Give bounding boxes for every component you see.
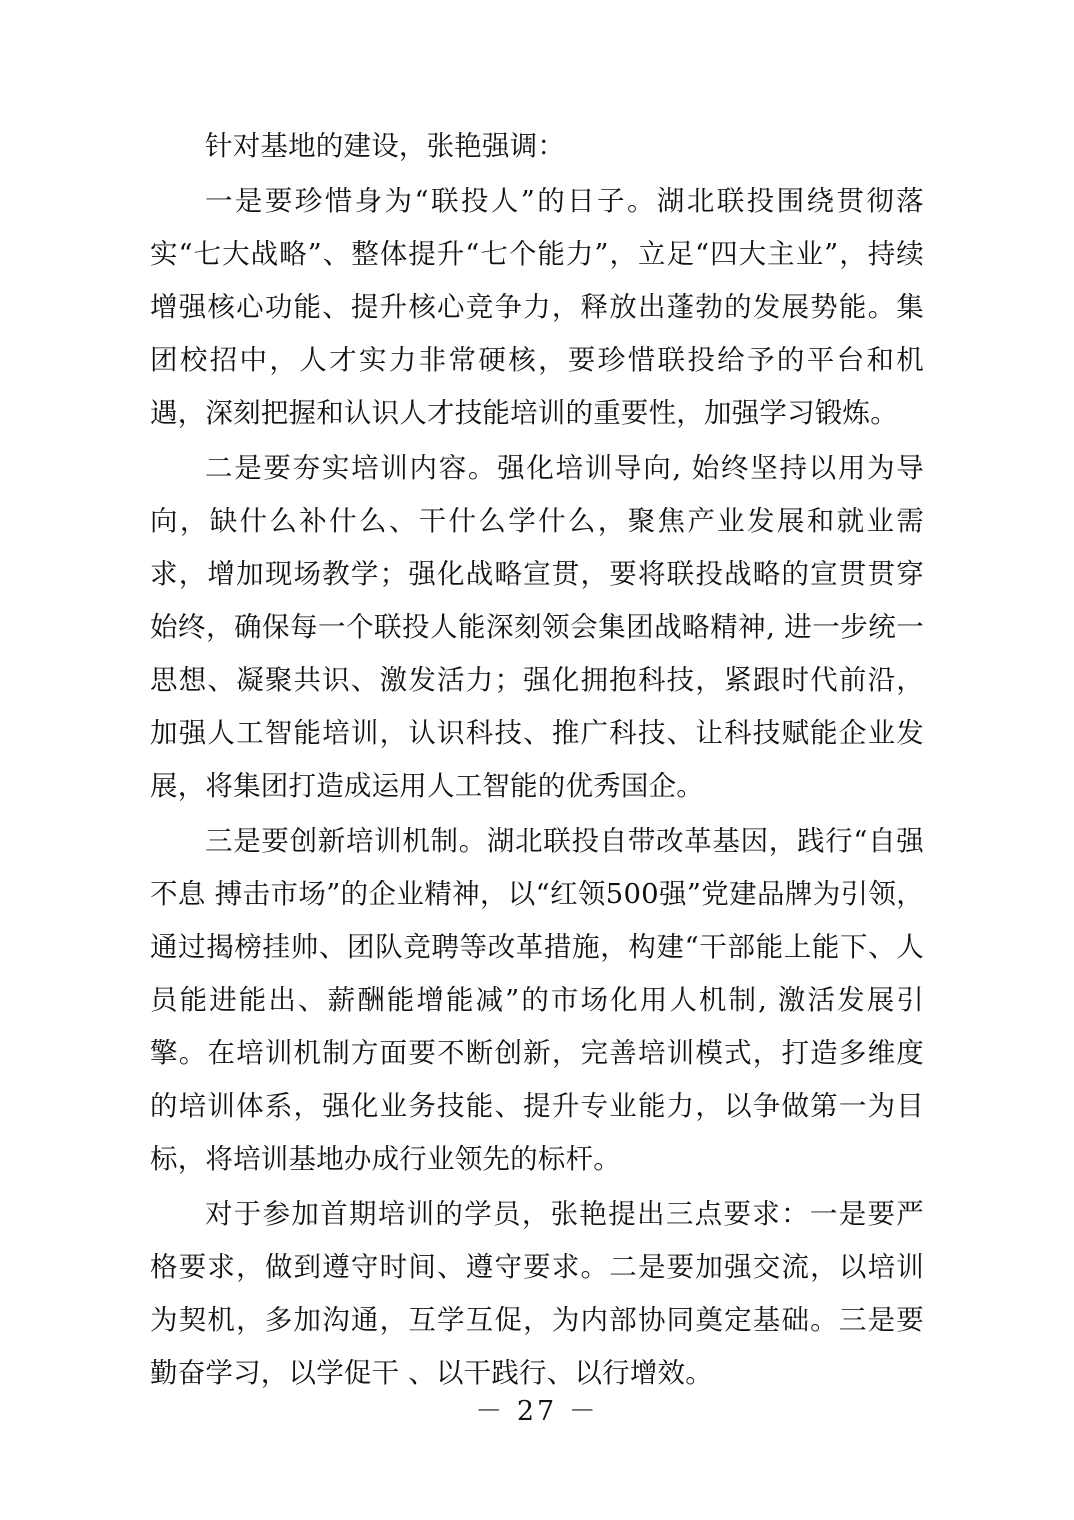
document-body (150, 120, 924, 1400)
paragraph-2: 一是要珍惜身为“联投人”的日子。湖北联投围绕贯彻落实“七大战略”、整体提升“七个能力”，立足“四大主业”，持续增强核心功能、提升核心竞争力，释放出蓬勃的发展势能。集团校招中，人才实力非常硬核，要珍惜联投给予的平台和机遇，深刻把握和认识人才技能培训的重要性，加强学习锻炼。 (150, 185, 924, 429)
paragraph-1: 针对基地的建设，张艳强调： (205, 130, 566, 162)
paragraph-5: 对于参加首期培训的学员，张艳提出三点要求：一是要严格要求，做到遵守时间、遵守要求。二是要加强交流，以培训为契机，多加沟通，互学互促，为内部协同奠定基础。三是要勤奋学习，以学促干 、以干践行、以行增效。 (150, 1198, 924, 1389)
page-number: － 27 － (475, 1396, 599, 1427)
paragraph-4: 三是要创新培训机制。湖北联投自带改革基因，践行“自强不息 搏击市场”的企业精神，以“红领500强”党建品牌为引领，通过揭榜挂帅、团队竞聘等改革措施，构建“干部能上能下、人员能进能出、薪酬能增能减”的市场化用人机制, 激活发展引擎。在培训机制方面要不断创新，完善培训模式，打造多维度的培训体系，强化业务技能、提升专业能力，以争做第一为目标，将培训基地办成行业领先的标杆。 (150, 825, 924, 1175)
paragraph-3: 二是要夯实培训内容。强化培训导向, 始终坚持以用为导向，缺什么补什么、干什么学什么，聚焦产业发展和就业需求，增加现场教学；强化战略宣贯，要将联投战略的宣贯贯穿始终，确保每一个联投人能深刻领会集团战略精神, 进一步统一思想、凝聚共识、激发活力；强化拥抱科技，紧跟时代前沿，加强人工智能培训，认识科技、推广科技、让科技赋能企业发展，将集团打造成运用人工智能的优秀国企。 (150, 452, 924, 802)
